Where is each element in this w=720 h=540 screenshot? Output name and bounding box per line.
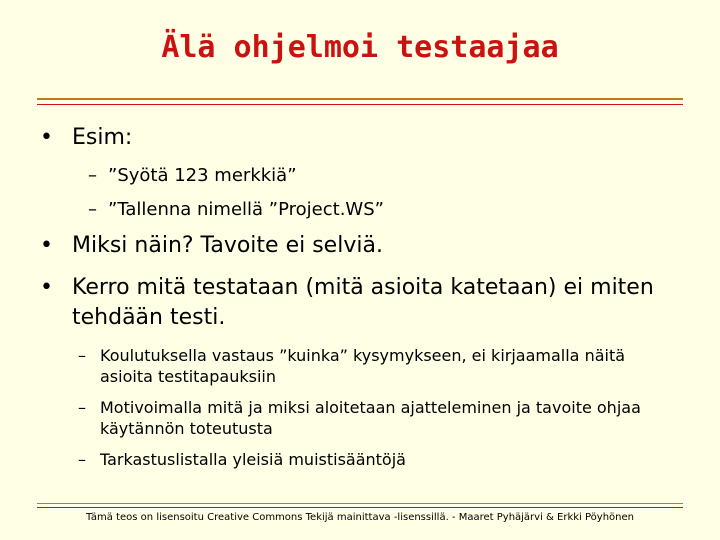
bullet-marker: • (40, 275, 53, 300)
dash-marker: – (88, 199, 97, 220)
sub-item-text: Koulutuksella vastaus ”kuinka” kysymykseen, ei kirjaamalla näitä asioita testitapauksiin (100, 346, 626, 386)
slide-title: Älä ohjelmoi testaajaa (161, 30, 559, 65)
bullet-marker: • (40, 233, 53, 258)
footer-divider (37, 503, 683, 504)
title-divider (37, 98, 683, 100)
dash-marker: – (78, 450, 86, 469)
example-text: ”Syötä 123 merkkiä” (108, 165, 297, 186)
example-text: ”Tallenna nimellä ”Project.WS” (108, 199, 384, 220)
dash-marker: – (78, 398, 86, 417)
footer-divider-secondary (37, 507, 683, 508)
bullet-text: Esim: (72, 125, 133, 150)
sub-item-text: Motivoimalla mitä ja miksi aloitetaan ajatteleminen ja tavoite ohjaa käytännön toteutusta (100, 398, 641, 438)
bullet-text: Miksi näin? Tavoite ei selviä. (72, 233, 383, 258)
bullet-marker: • (40, 125, 53, 150)
sub-item-text: Tarkastuslistalla yleisiä muistisääntöjä (100, 450, 406, 469)
title-divider-secondary (37, 104, 683, 105)
bullet-text: Kerro mitä testataan (mitä asioita katetaan) ei miten tehdään testi. (72, 275, 654, 330)
license-footer: Tämä teos on lisensoitu Creative Commons Tekijä mainittava -lisenssillä. - Maaret Pyhäjärvi & Erkki Pöyhönen (85, 512, 634, 523)
dash-marker: – (78, 346, 86, 365)
dash-marker: – (88, 165, 97, 186)
